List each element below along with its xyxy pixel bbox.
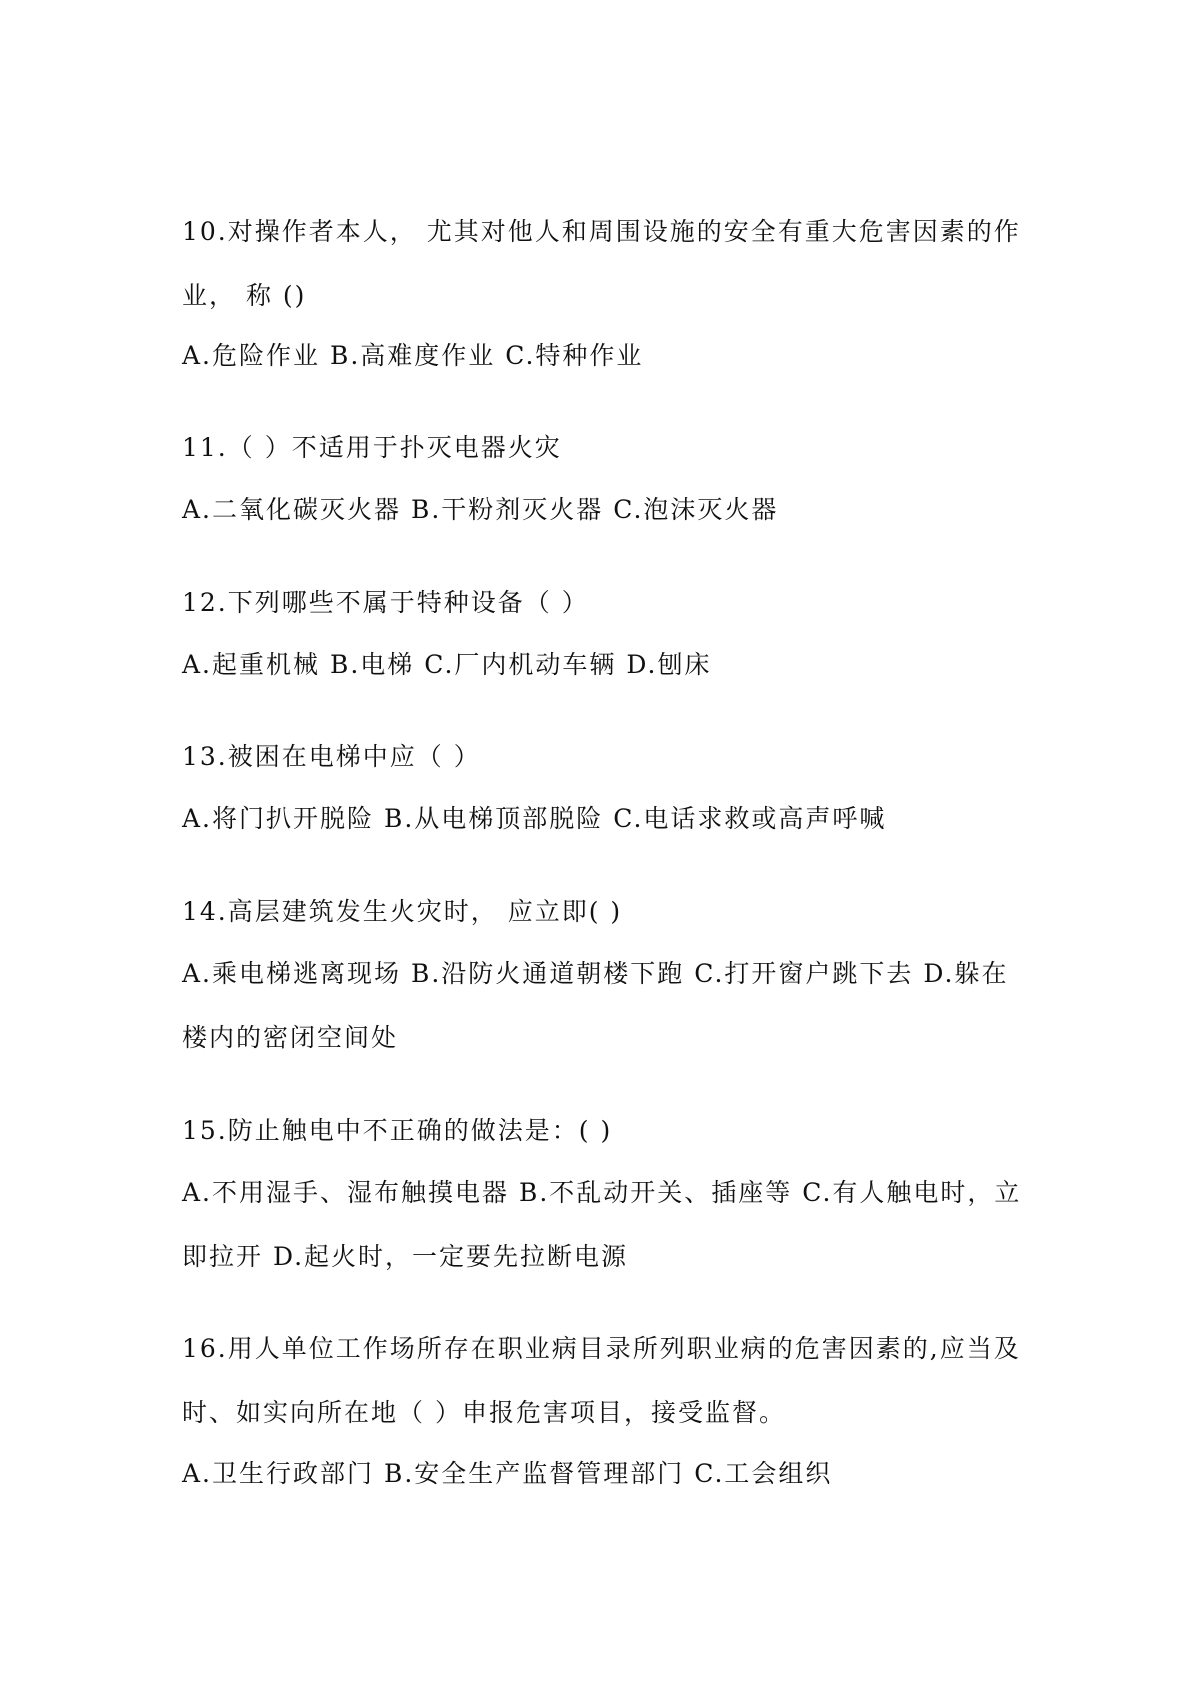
question-16-options-line-1: A.卫生行政部门 B.安全生产监督管理部门 C.工会组织 [182,1459,833,1488]
question-13-stem-line-1: 13.被困在电梯中应（ ） [182,742,481,771]
question-16-stem-line-1: 16.用人单位工作场所存在职业病目录所列职业病的危害因素的,应当及 [182,1334,1021,1363]
question-11-options-line-1: A.二氧化碳灭火器 B.干粉剂灭火器 C.泡沫灭火器 [182,495,779,524]
question-15-options-line-2: 即拉开 D.起火时，一定要先拉断电源 [182,1242,629,1271]
question-11-stem-line-1: 11.（ ）不适用于扑灭电器火灾 [182,433,562,462]
question-16-stem-line-2: 时、如实向所在地（ ）申报危害项目，接受监督。 [182,1398,786,1427]
question-14-stem-line-1: 14.高层建筑发生火灾时， 应立即( ) [182,897,623,926]
question-14-options-line-1: A.乘电梯逃离现场 B.沿防火通道朝楼下跑 C.打开窗户跳下去 D.躲在 [182,959,1009,988]
question-10-stem-line-1: 10.对操作者本人， 尤其对他人和周围设施的安全有重大危害因素的作 [182,217,1021,246]
question-12-stem-line-1: 12.下列哪些不属于特种设备（ ） [182,588,589,617]
question-10-stem-line-2: 业， 称 () [182,281,307,310]
question-10-options-line-1: A.危险作业 B.高难度作业 C.特种作业 [182,341,644,370]
question-13-options-line-1: A.将门扒开脱险 B.从电梯顶部脱险 C.电话求救或高声呼喊 [182,804,887,833]
question-14-options-line-2: 楼内的密闭空间处 [182,1023,399,1052]
question-15-stem-line-1: 15.防止触电中不正确的做法是：( ) [182,1116,613,1145]
question-12-options-line-1: A.起重机械 B.电梯 C.厂内机动车辆 D.刨床 [182,650,712,679]
question-15-options-line-1: A.不用湿手、湿布触摸电器 B.不乱动开关、插座等 C.有人触电时，立 [182,1178,1022,1207]
